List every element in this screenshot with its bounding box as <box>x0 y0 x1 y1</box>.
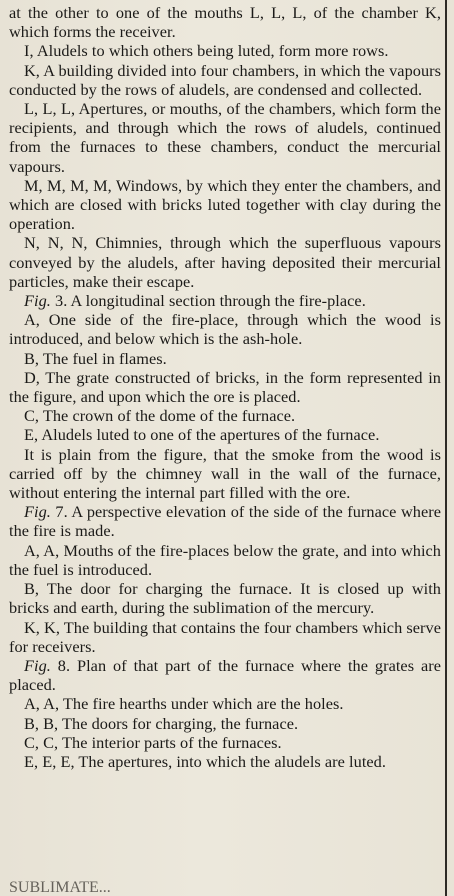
paragraph: It is plain from the figure, that the smoke from the wood is carried off by the chimney wall in the wall of the furnace, without entering the internal part filled with the ore. <box>9 444 441 503</box>
paragraph: I, Aludels to which others being luted, form more rows. <box>24 41 389 61</box>
paragraph: A, One side of the fire-place, through which the wood is introduced, and below which is the ash-hole. <box>9 310 441 349</box>
paragraph: B, The fuel in flames. <box>24 348 167 368</box>
paragraph: K, A building divided into four chambers, in which the vapours conducted by the rows of aludels, are condensed and collected. <box>9 60 441 99</box>
paragraph: C, The crown of the dome of the furnace. <box>24 406 296 426</box>
figure-label: Fig. <box>24 655 51 675</box>
paragraph: L, L, L, Apertures, or mouths, of the chambers, which form the recipients, and through which the rows of aludels, continued from the furnaces to these chambers, conduct the mercurial vapours. <box>9 99 441 176</box>
figure-caption-text: 3. A longitudinal section through the fire-place. <box>50 291 366 311</box>
column-rule <box>445 0 447 896</box>
figure-caption <box>9 502 441 540</box>
paragraph: E, E, E, The apertures, into which the aludels are luted. <box>24 751 386 771</box>
figure-caption-text: 8. Plan of that part of the furnace where the grates are placed. <box>9 655 441 695</box>
body-text <box>9 3 441 771</box>
figure-caption <box>9 656 441 694</box>
figure-label: Fig. <box>24 502 51 522</box>
paragraph: D, The grate constructed of bricks, in the form represented in the figure, and upon which the ore is placed. <box>9 367 441 407</box>
figure-label: Fig. <box>24 291 51 311</box>
figure-caption-text: 7. A perspective elevation of the side of the furnace where the fire is made. <box>9 502 441 541</box>
paragraph: A, A, Mouths of the fire-places below the grate, and into which the fuel is introduced. <box>9 540 441 579</box>
paragraph: B, B, The doors for charging, the furnace. <box>24 713 299 733</box>
paragraph: E, Aludels luted to one of the apertures of the furnace. <box>24 425 380 445</box>
paragraph: B, The door for charging the furnace. It is closed up with bricks and earth, during the sublimation of the mercury. <box>9 579 441 618</box>
paragraph: at the other to one of the mouths L, L, L, of the chamber K, which forms the receiver. <box>9 3 441 42</box>
paragraph: A, A, The fire hearths under which are the holes. <box>24 694 344 714</box>
paragraph: N, N, N, Chimnies, through which the superfluous vapours conveyed by the aludels, after having deposited their mercurial particles, make their escape. <box>9 233 441 291</box>
figure-caption <box>9 291 441 310</box>
paragraph: M, M, M, M, Windows, by which they enter the chambers, and which are closed with bricks luted together with clay during the operation. <box>9 175 441 234</box>
cut-off-heading: SUBLIMATE... <box>9 880 111 896</box>
paragraph: K, K, The building that contains the four chambers which serve for receivers. <box>9 617 441 656</box>
paragraph: C, C, The interior parts of the furnaces. <box>24 732 282 752</box>
